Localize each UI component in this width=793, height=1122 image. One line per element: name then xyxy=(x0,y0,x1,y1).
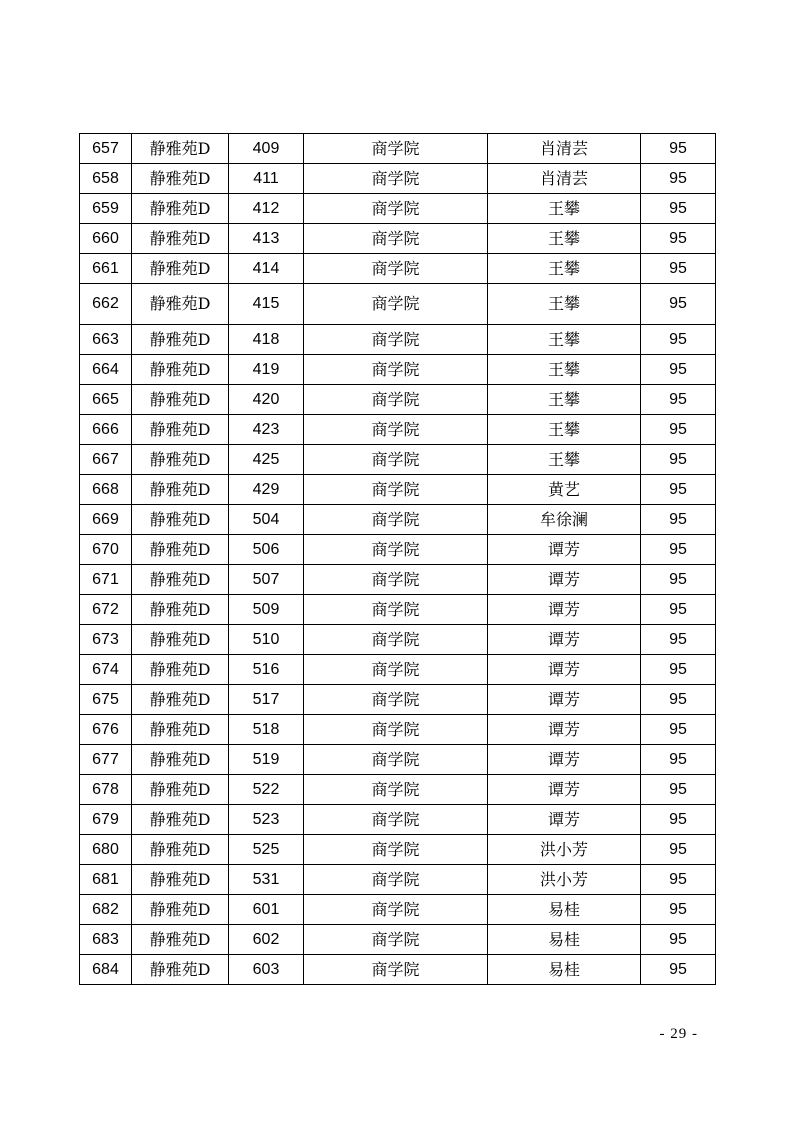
cell-building: 静雅苑D xyxy=(132,925,229,955)
cell-room-number: 420 xyxy=(229,385,304,415)
cell-score: 95 xyxy=(641,134,716,164)
cell-counselor-name: 王攀 xyxy=(488,284,641,325)
cell-building: 静雅苑D xyxy=(132,194,229,224)
cell-score: 95 xyxy=(641,415,716,445)
cell-room-number: 602 xyxy=(229,925,304,955)
cell-college: 商学院 xyxy=(304,475,488,505)
table-row xyxy=(80,595,716,625)
table-row xyxy=(80,955,716,985)
cell-room-number: 418 xyxy=(229,325,304,355)
cell-building: 静雅苑D xyxy=(132,475,229,505)
cell-building: 静雅苑D xyxy=(132,505,229,535)
cell-row-index: 670 xyxy=(80,535,132,565)
cell-building: 静雅苑D xyxy=(132,254,229,284)
cell-counselor-name: 牟徐澜 xyxy=(488,505,641,535)
table-row xyxy=(80,134,716,164)
cell-row-index: 671 xyxy=(80,565,132,595)
table-row xyxy=(80,535,716,565)
cell-college: 商学院 xyxy=(304,355,488,385)
cell-building: 静雅苑D xyxy=(132,595,229,625)
cell-counselor-name: 谭芳 xyxy=(488,685,641,715)
cell-college: 商学院 xyxy=(304,254,488,284)
cell-counselor-name: 谭芳 xyxy=(488,535,641,565)
cell-counselor-name: 谭芳 xyxy=(488,565,641,595)
cell-room-number: 413 xyxy=(229,224,304,254)
cell-building: 静雅苑D xyxy=(132,164,229,194)
cell-room-number: 506 xyxy=(229,535,304,565)
cell-row-index: 665 xyxy=(80,385,132,415)
cell-college: 商学院 xyxy=(304,955,488,985)
cell-score: 95 xyxy=(641,625,716,655)
cell-score: 95 xyxy=(641,805,716,835)
cell-college: 商学院 xyxy=(304,325,488,355)
cell-score: 95 xyxy=(641,565,716,595)
cell-room-number: 522 xyxy=(229,775,304,805)
cell-score: 95 xyxy=(641,325,716,355)
table-row xyxy=(80,194,716,224)
cell-counselor-name: 王攀 xyxy=(488,254,641,284)
cell-college: 商学院 xyxy=(304,194,488,224)
table-row xyxy=(80,445,716,475)
cell-building: 静雅苑D xyxy=(132,445,229,475)
cell-college: 商学院 xyxy=(304,775,488,805)
table-body xyxy=(80,134,716,985)
cell-row-index: 661 xyxy=(80,254,132,284)
dormitory-score-table xyxy=(79,133,716,985)
cell-score: 95 xyxy=(641,254,716,284)
table-row xyxy=(80,505,716,535)
cell-counselor-name: 洪小芳 xyxy=(488,835,641,865)
page-number: - 29 - xyxy=(659,1026,698,1042)
cell-college: 商学院 xyxy=(304,385,488,415)
cell-building: 静雅苑D xyxy=(132,865,229,895)
table-row xyxy=(80,325,716,355)
cell-counselor-name: 易桂 xyxy=(488,895,641,925)
cell-room-number: 510 xyxy=(229,625,304,655)
cell-counselor-name: 肖清芸 xyxy=(488,134,641,164)
cell-row-index: 683 xyxy=(80,925,132,955)
cell-room-number: 523 xyxy=(229,805,304,835)
table-row xyxy=(80,715,716,745)
cell-college: 商学院 xyxy=(304,895,488,925)
cell-college: 商学院 xyxy=(304,655,488,685)
cell-row-index: 674 xyxy=(80,655,132,685)
cell-college: 商学院 xyxy=(304,445,488,475)
cell-row-index: 658 xyxy=(80,164,132,194)
cell-row-index: 657 xyxy=(80,134,132,164)
table-row xyxy=(80,895,716,925)
cell-college: 商学院 xyxy=(304,925,488,955)
cell-room-number: 516 xyxy=(229,655,304,685)
cell-score: 95 xyxy=(641,655,716,685)
table-row xyxy=(80,385,716,415)
cell-building: 静雅苑D xyxy=(132,385,229,415)
cell-college: 商学院 xyxy=(304,745,488,775)
cell-row-index: 680 xyxy=(80,835,132,865)
cell-score: 95 xyxy=(641,505,716,535)
cell-row-index: 659 xyxy=(80,194,132,224)
table-row xyxy=(80,685,716,715)
cell-counselor-name: 谭芳 xyxy=(488,625,641,655)
cell-building: 静雅苑D xyxy=(132,835,229,865)
cell-room-number: 603 xyxy=(229,955,304,985)
cell-row-index: 673 xyxy=(80,625,132,655)
cell-room-number: 419 xyxy=(229,355,304,385)
table-row xyxy=(80,925,716,955)
cell-college: 商学院 xyxy=(304,565,488,595)
cell-score: 95 xyxy=(641,445,716,475)
cell-building: 静雅苑D xyxy=(132,655,229,685)
cell-row-index: 676 xyxy=(80,715,132,745)
table-row xyxy=(80,565,716,595)
cell-building: 静雅苑D xyxy=(132,685,229,715)
cell-row-index: 660 xyxy=(80,224,132,254)
cell-building: 静雅苑D xyxy=(132,895,229,925)
table-row xyxy=(80,865,716,895)
table-row xyxy=(80,745,716,775)
cell-college: 商学院 xyxy=(304,164,488,194)
cell-score: 95 xyxy=(641,284,716,325)
cell-room-number: 507 xyxy=(229,565,304,595)
cell-row-index: 681 xyxy=(80,865,132,895)
table-row xyxy=(80,775,716,805)
cell-room-number: 601 xyxy=(229,895,304,925)
cell-building: 静雅苑D xyxy=(132,535,229,565)
cell-score: 95 xyxy=(641,194,716,224)
cell-score: 95 xyxy=(641,685,716,715)
cell-room-number: 518 xyxy=(229,715,304,745)
cell-college: 商学院 xyxy=(304,715,488,745)
cell-college: 商学院 xyxy=(304,284,488,325)
cell-counselor-name: 王攀 xyxy=(488,355,641,385)
cell-counselor-name: 谭芳 xyxy=(488,745,641,775)
table-row xyxy=(80,355,716,385)
cell-college: 商学院 xyxy=(304,595,488,625)
cell-row-index: 668 xyxy=(80,475,132,505)
cell-college: 商学院 xyxy=(304,134,488,164)
cell-counselor-name: 谭芳 xyxy=(488,715,641,745)
cell-counselor-name: 王攀 xyxy=(488,224,641,254)
cell-score: 95 xyxy=(641,955,716,985)
cell-room-number: 412 xyxy=(229,194,304,224)
cell-room-number: 411 xyxy=(229,164,304,194)
table-row xyxy=(80,164,716,194)
cell-building: 静雅苑D xyxy=(132,955,229,985)
cell-score: 95 xyxy=(641,775,716,805)
cell-room-number: 414 xyxy=(229,254,304,284)
cell-room-number: 531 xyxy=(229,865,304,895)
cell-counselor-name: 王攀 xyxy=(488,385,641,415)
cell-score: 95 xyxy=(641,715,716,745)
cell-room-number: 429 xyxy=(229,475,304,505)
cell-score: 95 xyxy=(641,925,716,955)
cell-room-number: 504 xyxy=(229,505,304,535)
cell-counselor-name: 谭芳 xyxy=(488,805,641,835)
cell-college: 商学院 xyxy=(304,625,488,655)
cell-room-number: 517 xyxy=(229,685,304,715)
cell-college: 商学院 xyxy=(304,805,488,835)
cell-building: 静雅苑D xyxy=(132,134,229,164)
cell-score: 95 xyxy=(641,835,716,865)
cell-score: 95 xyxy=(641,595,716,625)
cell-row-index: 663 xyxy=(80,325,132,355)
cell-score: 95 xyxy=(641,535,716,565)
cell-building: 静雅苑D xyxy=(132,565,229,595)
cell-counselor-name: 易桂 xyxy=(488,955,641,985)
cell-building: 静雅苑D xyxy=(132,715,229,745)
cell-building: 静雅苑D xyxy=(132,325,229,355)
table-row xyxy=(80,805,716,835)
cell-building: 静雅苑D xyxy=(132,745,229,775)
cell-score: 95 xyxy=(641,865,716,895)
cell-counselor-name: 王攀 xyxy=(488,194,641,224)
table-row xyxy=(80,625,716,655)
cell-college: 商学院 xyxy=(304,835,488,865)
cell-counselor-name: 谭芳 xyxy=(488,655,641,685)
cell-college: 商学院 xyxy=(304,224,488,254)
cell-row-index: 682 xyxy=(80,895,132,925)
cell-counselor-name: 谭芳 xyxy=(488,595,641,625)
cell-score: 95 xyxy=(641,224,716,254)
cell-college: 商学院 xyxy=(304,415,488,445)
table-row xyxy=(80,835,716,865)
table-row xyxy=(80,224,716,254)
cell-score: 95 xyxy=(641,355,716,385)
cell-room-number: 409 xyxy=(229,134,304,164)
cell-row-index: 684 xyxy=(80,955,132,985)
cell-score: 95 xyxy=(641,385,716,415)
cell-score: 95 xyxy=(641,895,716,925)
cell-college: 商学院 xyxy=(304,865,488,895)
cell-row-index: 667 xyxy=(80,445,132,475)
cell-score: 95 xyxy=(641,164,716,194)
cell-row-index: 675 xyxy=(80,685,132,715)
cell-row-index: 679 xyxy=(80,805,132,835)
cell-room-number: 415 xyxy=(229,284,304,325)
cell-row-index: 672 xyxy=(80,595,132,625)
cell-counselor-name: 王攀 xyxy=(488,325,641,355)
cell-room-number: 509 xyxy=(229,595,304,625)
cell-building: 静雅苑D xyxy=(132,625,229,655)
cell-building: 静雅苑D xyxy=(132,805,229,835)
cell-counselor-name: 洪小芳 xyxy=(488,865,641,895)
table-row xyxy=(80,254,716,284)
cell-room-number: 525 xyxy=(229,835,304,865)
cell-counselor-name: 肖清芸 xyxy=(488,164,641,194)
cell-room-number: 519 xyxy=(229,745,304,775)
cell-counselor-name: 黄艺 xyxy=(488,475,641,505)
cell-room-number: 423 xyxy=(229,415,304,445)
table-row xyxy=(80,415,716,445)
table-row xyxy=(80,475,716,505)
cell-row-index: 664 xyxy=(80,355,132,385)
table-row xyxy=(80,284,716,325)
cell-score: 95 xyxy=(641,475,716,505)
cell-counselor-name: 谭芳 xyxy=(488,775,641,805)
cell-building: 静雅苑D xyxy=(132,415,229,445)
cell-row-index: 666 xyxy=(80,415,132,445)
cell-counselor-name: 易桂 xyxy=(488,925,641,955)
cell-row-index: 669 xyxy=(80,505,132,535)
cell-score: 95 xyxy=(641,745,716,775)
cell-counselor-name: 王攀 xyxy=(488,415,641,445)
cell-counselor-name: 王攀 xyxy=(488,445,641,475)
cell-room-number: 425 xyxy=(229,445,304,475)
cell-college: 商学院 xyxy=(304,535,488,565)
table-row xyxy=(80,655,716,685)
cell-building: 静雅苑D xyxy=(132,224,229,254)
cell-building: 静雅苑D xyxy=(132,284,229,325)
cell-building: 静雅苑D xyxy=(132,775,229,805)
cell-row-index: 662 xyxy=(80,284,132,325)
cell-college: 商学院 xyxy=(304,685,488,715)
cell-building: 静雅苑D xyxy=(132,355,229,385)
cell-college: 商学院 xyxy=(304,505,488,535)
cell-row-index: 677 xyxy=(80,745,132,775)
cell-row-index: 678 xyxy=(80,775,132,805)
